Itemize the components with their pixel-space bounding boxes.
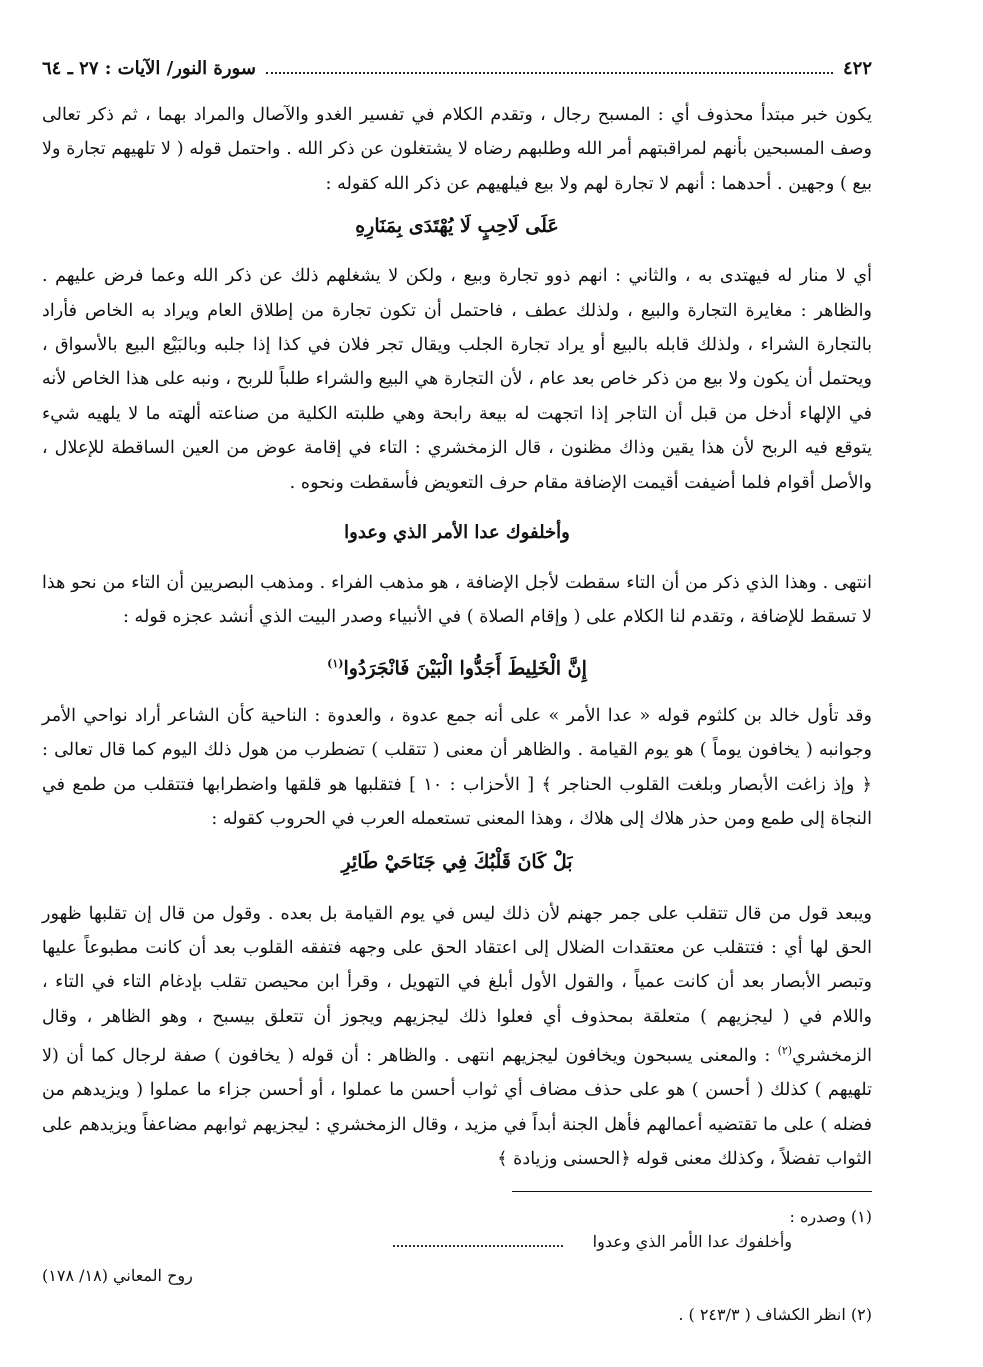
footnote-1-label: (١) وصدره : bbox=[789, 1206, 872, 1226]
verse-3-text: إِنَّ الْخَلِيطَ أَجَدُّوا الْبَيْنَ فَانْجَرَدُوا bbox=[343, 657, 587, 680]
running-title: سورة النور/ الآيات : ٢٧ ـ ٦٤ bbox=[42, 58, 256, 79]
footnote-1-verse: وأخلفوك عدا الأمر الذي وعدوا bbox=[592, 1231, 792, 1251]
verse-2: وأخلفوك عدا الأمر الذي وعدوا bbox=[344, 522, 570, 544]
footnote-separator bbox=[512, 1191, 872, 1192]
verse-3 bbox=[42, 647, 872, 687]
paragraph-5-part-2: : والمعنى يسبحون ويخافون ليجزيهم انتهى . والظاهر : أن قوله ( يخافون ) صفة لرجال كما أن (لا تلهيهم ) كذلك ( أحسن ) هو على حذف مضاف أي ثواب أحسن ما عملوا ، أو أحسن جزاء ما عملوا ( ويزيدهم من فضله ) على ما تقتضيه أعمالهم فأهل الجنة أبداً في مزيد ، وقال الزمخشري : ليجزيهم ثوابهم مضاعفاً ويزيدهم على الثواب تفضلاً ، وكذلك معنى قوله ﴿الحسنى وزيادة ﴾ bbox=[42, 1045, 872, 1170]
verse-1: عَلَى لَاحِبٍ لَا يُهْتَدَى بِمَنَارِهِ bbox=[355, 215, 559, 238]
page-header bbox=[42, 58, 872, 98]
paragraph-5-part-1: ويبعد قول من قال تتقلب على جمر جهنم لأن ذلك ليس في يوم القيامة بل بعده . وقول من قال إن تقلبها ظهور الحق لها أي : فتتقلب عن معتقدات الضلال إلى اعتقاد الحق على وجهه فتفقه القلوب بعد أن كانت مطبوعاً عليها وتبصر الأبصار بعد أن كانت عمياً ، والقول الأول أبلغ في التهويل ، وقرأ ابن محيصن تقلب بإدغام التاء في التاء ، واللام في ( ليجزيهم ) متعلقة بمحذوف أي فعلوا ذلك ليجزيهم ويجوز أن تتعلق بيسبح ، وهو الظاهر ، وقال الزمخشري bbox=[42, 903, 872, 1066]
footnote-2: (٢) انظر الكشاف ( ٢٤٣/٣ ) . bbox=[678, 1304, 872, 1324]
footnote-1-dotted-leader bbox=[393, 1245, 563, 1247]
paragraph-2: أي لا منار له فيهتدى به ، والثاني : انهم ذوو تجارة وبيع ، ولكن لا يشغلهم ذلك عن ذكر الله وعما فرض عليهم . والظاهر : مغايرة التجارة والبيع ، ولذلك عطف ، فاحتمل أن تكون تجارة من إطلاق العام ويراد به الخاص فأراد بالتجارة الشراء ، ولذلك قابله بالبيع أو يراد تجارة الجلب ويقال تجر فلان في كذا إذا جلبه وبالبَيْع البيع بالأسواق ، ويحتمل أن يكون ولا بيع من ذكر خاص بعد عام ، لأن التجارة هي البيع والشراء طلباً للربح ، ونبه على هذا الخاص لأنه في الإلهاء أدخل من قبل أن التاجر إذا اتجهت له بيعة رابحة وهي طلبته الكلية من صناعته ألهته ما لا يلهيه شيء يتوقع فيه الربح لأن هذا يقين وذاك مظنون ، قال الزمخشري : التاء في إقامة عوض من العين الساقطة للإعلال ، والأصل أقوام فلما أضيفت أقيمت الإضافة مقام حرف التعويض فأسقطت ونحوه . bbox=[42, 266, 873, 493]
footnote-ref-2: (٢) bbox=[777, 1044, 793, 1058]
footnote-1-verse-row bbox=[42, 1232, 872, 1266]
verse-4: بَلْ كَانَ قَلْبُكَ فِي جَنَاحَيْ طَائِرِ bbox=[341, 850, 573, 873]
book-page bbox=[42, 58, 872, 1330]
footnote-1-source: روح المعاني (١٨/ ١٧٨) bbox=[42, 1265, 193, 1285]
page-number: ٤٢٢ bbox=[842, 58, 872, 79]
paragraph-5 bbox=[42, 897, 872, 1177]
paragraph-1: يكون خبر مبتدأ محذوف أي : المسبح رجال ، وتقدم الكلام في تفسير الغدو والآصال والمراد بهما ، ثم ذكر تعالى وصف المسبحين بأنهم لمراقبتهم أمر الله وطلبهم رضاه لا يشتغلون عن ذكر الله . واحتمل قوله ( لا تلهيهم تجارة ولا بيع ) وجهين . أحدهما : أنهم لا تجارة لهم ولا بيع فيلهيهم عن ذكر الله كقوله : bbox=[42, 105, 872, 194]
header-dotted-leader bbox=[266, 72, 833, 74]
paragraph-3: انتهى . وهذا الذي ذكر من أن التاء سقطت لأجل الإضافة ، هو مذهب الفراء . ومذهب البصريين أن التاء من نحو هذا لا تسقط للإضافة ، وتقدم لنا الكلام على ( وإقام الصلاة ) في الأنبياء وصدر البيت الذي أنشد عجزه قوله : bbox=[42, 573, 872, 628]
footnote-ref-1: (١) bbox=[327, 656, 344, 670]
paragraph-4: وقد تأول خالد بن كلثوم قوله « عدا الأمر » على أنه جمع عدوة ، والعدوة : الناحية كأن الشاعر أراد نواحي الأمر وجوانبه ( يخافون يوماً ) هو يوم القيامة . والظاهر أن معنى ( تتقلب ) تضطرب من هول ذلك اليوم كما قال تعالى : ﴿ وإذ زاغت الأبصار وبلغت القلوب الحناجر ﴾ [ الأحزاب : ١٠ ] فتقلبها هو قلقها واضطرابها فتتقلب من طمع في النجاة إلى طمع ومن حذر هلاك إلى هلاك ، وهذا المعنى تستعمله العرب في الحروب كقوله : bbox=[42, 705, 872, 830]
